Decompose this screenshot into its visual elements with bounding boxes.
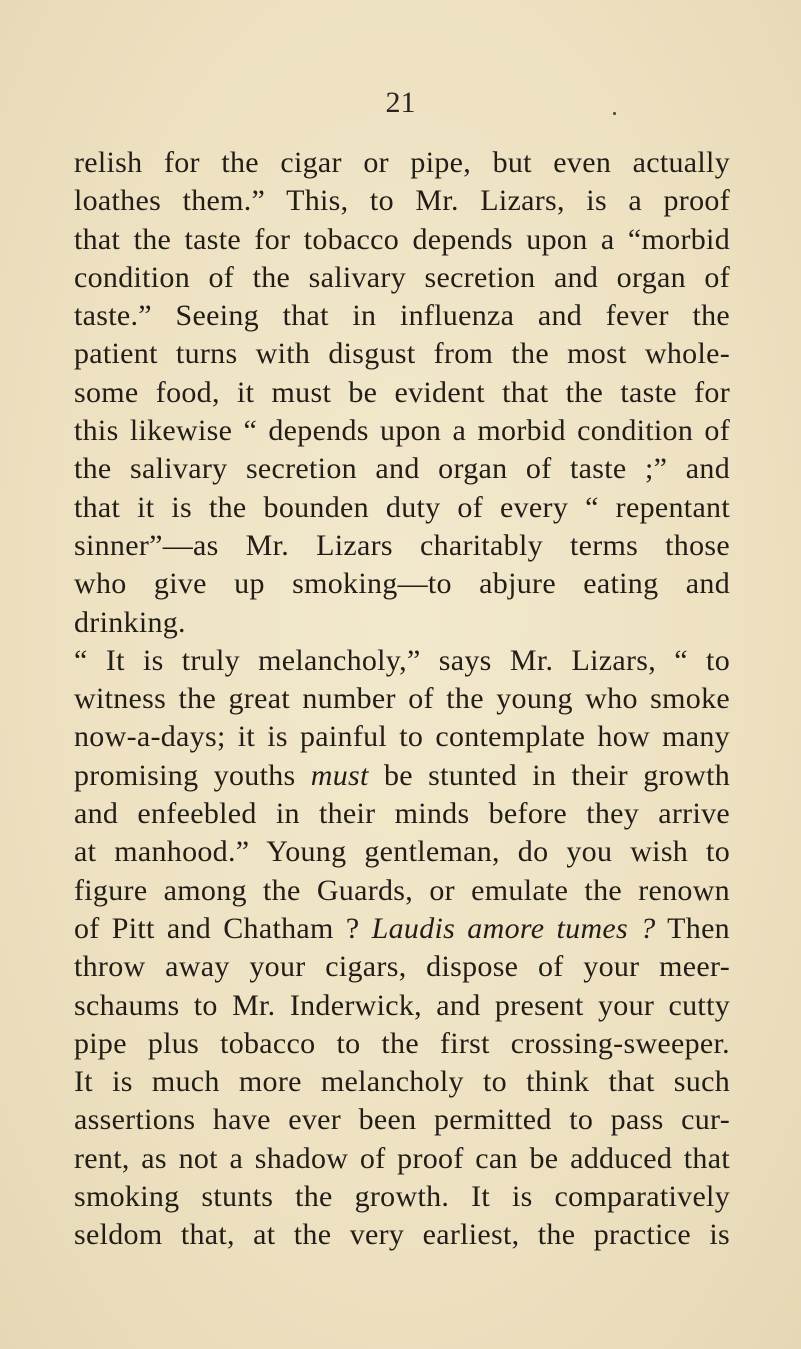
text-line: of Pitt and Chatham ? Laudis amore tumes ? Then — [74, 911, 730, 945]
italic-text: Laudis amore tumes ? — [371, 911, 656, 945]
text-line: condition of the salivary secretion and organ of — [74, 260, 730, 294]
text-line: at manhood.” Young gentleman, do you wish to — [74, 835, 730, 869]
text-line: seldom that, at the very earliest, the practice is — [74, 1218, 730, 1252]
text-line: patient turns with disgust from the most whole- — [74, 337, 730, 371]
text-line: smoking stunts the growth. It is comparatively — [74, 1180, 730, 1214]
text-line: It is much more melancholy to think that such — [74, 1065, 730, 1099]
body-text — [74, 144, 730, 1255]
print-speck — [613, 112, 616, 115]
text-line: schaums to Mr. Inderwick, and present your cutty — [74, 988, 730, 1022]
text-line: figure among the Guards, or emulate the renown — [74, 873, 730, 907]
text-line: throw away your cigars, dispose of your meer- — [74, 950, 730, 984]
text-line: that the taste for tobacco depends upon a “morbid — [74, 222, 730, 256]
text-line: now-a-days; it is painful to contemplate how many — [74, 720, 730, 754]
text-line: sinner”—as Mr. Lizars charitably terms those — [74, 528, 730, 562]
text-line: loathes them.” This, to Mr. Lizars, is a proof — [74, 184, 730, 218]
text-line: relish for the cigar or pipe, but even actually — [74, 146, 730, 179]
text-line: “ It is truly melancholy,” says Mr. Lizars, “ to — [74, 643, 730, 677]
text-line: who give up smoking—to abjure eating and — [74, 567, 730, 601]
text-line: and enfeebled in their minds before they arrive — [74, 797, 730, 831]
text-line: this likewise “ depends upon a morbid condition of — [74, 414, 730, 448]
text-line: the salivary secretion and organ of taste ;” and — [74, 452, 730, 486]
text-line: assertions have ever been permitted to pass cur- — [74, 1103, 730, 1137]
text-line: taste.” Seeing that in influenza and fever the — [74, 299, 730, 333]
text-line: rent, as not a shadow of proof can be adduced that — [74, 1141, 730, 1175]
text-line: pipe plus tobacco to the first crossing-sweeper. — [74, 1026, 730, 1060]
page-number: 21 — [385, 86, 416, 119]
text-line: promising youths must be stunted in their growth — [74, 758, 730, 792]
text-line: that it is the bounden duty of every “ repentant — [74, 490, 730, 524]
text-line: witness the great number of the young who smoke — [74, 682, 730, 716]
text-line: some food, it must be evident that the taste for — [74, 375, 730, 409]
italic-text: must — [310, 758, 369, 792]
text-line: drinking. — [74, 605, 186, 639]
